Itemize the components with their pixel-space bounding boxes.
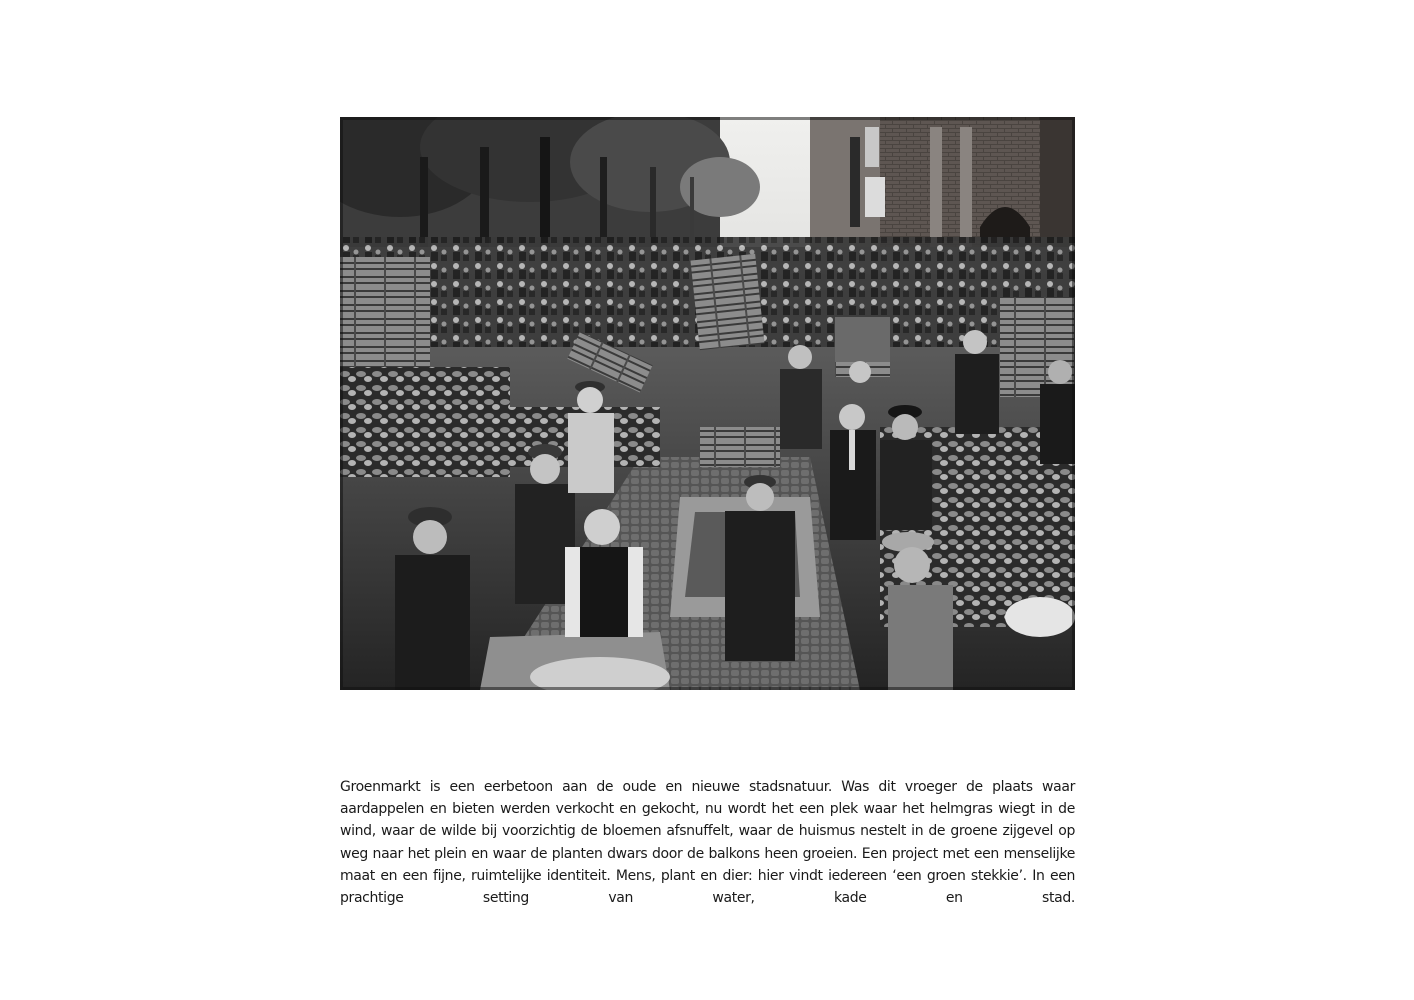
market-photo-illustration <box>340 117 1075 690</box>
caption-paragraph: Groenmarkt is een eerbetoon aan de oude en nieuwe stadsnatuur. Was dit vroeger de plaats waar aardappelen en bieten werden verkocht en gekocht, nu wordt het een plek waar het helmgras wiegt in de wind, waar de wilde bij voorzichtig de bloemen afsnuffelt, waar de huismus nestelt in de groene zijgevel op weg naar het plein en waar de planten dwars door de balkons heen groeien. Een project met een menselijke maat en een fijne, ruimtelijke identiteit. Mens, plant en dier: hier vindt iedereen ‘een groen stekkie’. In een prachtige setting van water, kade en stad. <box>340 779 1075 907</box>
market-photograph <box>340 117 1075 690</box>
